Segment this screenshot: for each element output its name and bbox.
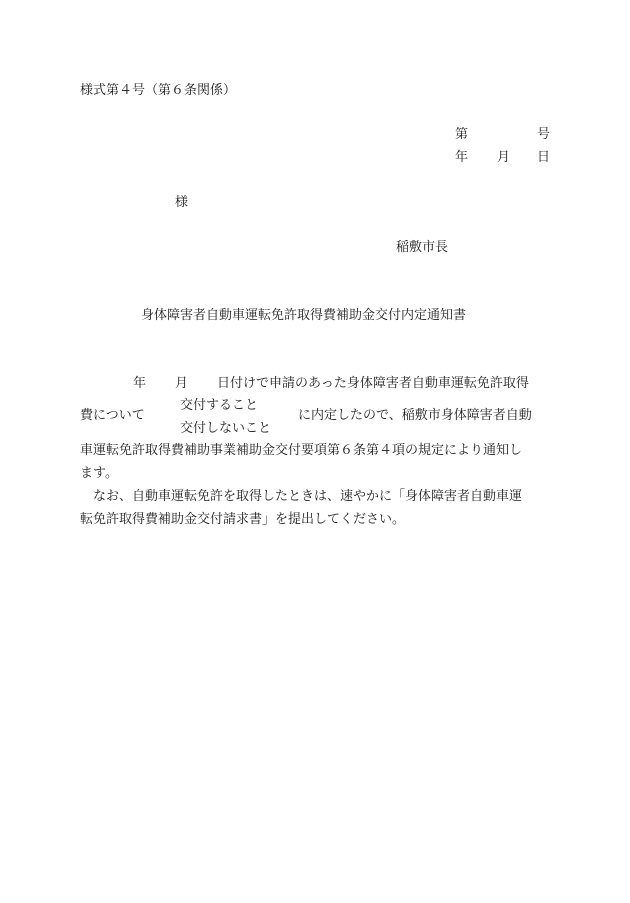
body-line4: ます。 <box>80 466 118 481</box>
body-line3: 車運転免許取得費補助事業補助金交付要項第６条第４項の規定により通知し <box>80 443 523 458</box>
body-line1-month: 月 <box>175 376 189 391</box>
document-number-prefix: 第 <box>455 127 469 142</box>
option-deny: 交付しないこと <box>180 421 272 436</box>
document-title: 身体障害者自動車運転免許取得費補助金交付内定通知書 <box>141 308 467 323</box>
option-grant: 交付すること <box>180 398 259 413</box>
body-line2-text: に内定したので、稲敷市身体障害者自動 <box>298 408 532 423</box>
body-line5: なお、自動車運転免許を取得したときは、速やかに「身体障害者自動車運 <box>80 489 523 504</box>
date-day-label: 日 <box>537 150 551 165</box>
form-number-label: 様式第４号（第６条関係） <box>80 83 237 98</box>
date-year-label: 年 <box>455 150 469 165</box>
date-month-label: 月 <box>497 150 511 165</box>
body-line1-text: 日付けで申請のあった身体障害者自動車運転免許取得 <box>217 376 529 391</box>
body-line6: 転免許取得費補助金交付請求書」を提出してください。 <box>80 512 406 527</box>
body-line1-year: 年 <box>133 376 147 391</box>
document-number-suffix: 号 <box>537 127 551 142</box>
sender-name: 稲敷市長 <box>396 240 449 255</box>
body-line2-lead: 費について <box>80 408 145 423</box>
addressee-honorific: 様 <box>175 195 189 210</box>
